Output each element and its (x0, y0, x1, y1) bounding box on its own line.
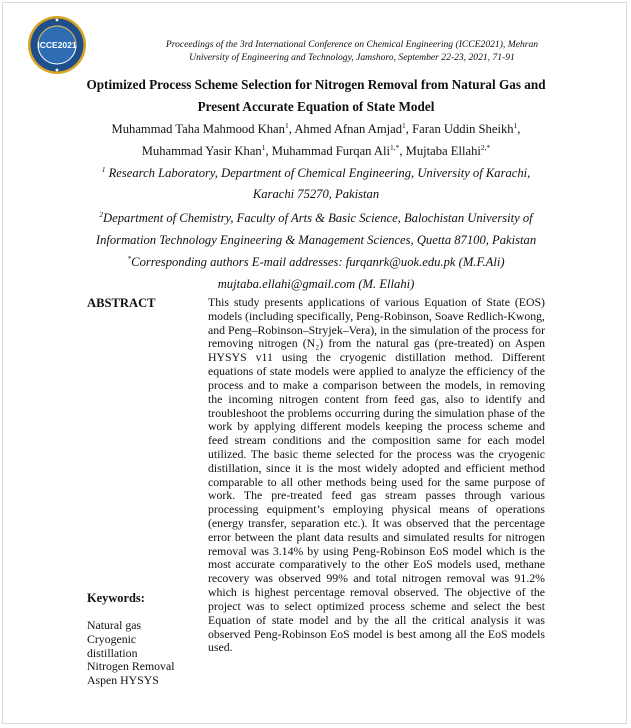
author-name: Faran Uddin Sheikh (412, 122, 514, 136)
proceedings-header-line-1: Proceedings of the 3rd International Conference on Chemical Engineering (ICCE2021), Mehran (165, 39, 539, 50)
affiliation-1-line-2: Karachi 75270, Pakistan (252, 187, 380, 201)
keywords-heading: Keywords: (87, 591, 145, 605)
affiliation-2-line-1: $^2$Department of Chemistry, Faculty of Arts & Basic Science, Balochistan University of (99, 209, 533, 225)
keywords-list (87, 619, 174, 688)
abstract-heading: ABSTRACT (87, 296, 156, 310)
keyword-item: Aspen HYSYS (87, 673, 159, 688)
author-name: Mujtaba Ellahi (405, 144, 481, 158)
paper-title-line-2: Present Accurate Equation of State Model (197, 99, 435, 114)
authors-line-2: Muhammad Yasir Khan$^1$, Muhammad Furqan Ali$^{1,*}$, Mujtaba Ellahi$^{2,*}$ (141, 142, 491, 158)
author-name: Ahmed Afnan Amjad (294, 122, 403, 136)
keyword-item: distillation (87, 645, 138, 660)
author-name: Muhammad Furqan Ali (271, 144, 390, 158)
authors-line-1: Muhammad Taha Mahmood Khan$^1$, Ahmed Afnan Amjad$^1$, Faran Uddin Sheikh$^1$, (111, 120, 521, 136)
abstract-text: This study presents applications of various Equation of State (EOS) models (including specifically, Peng-Robinson, Soave Redlich-Kwong, and Peng–Robinson–Stryjek–Vera), in the simulation of the process for removing nitrogen (N₂) from the natural gas (pre-treated) on Aspen HYSYS v11 using the cryogenic distillation method. Different equations of state models were applied to analyze the efficiency of the process and to make a comparison between the models, in removing the incoming nitrogen content from feed gas, also to identify and troubleshoot the problems occurring during the simulation phase of the work by applying different models keeping the process scheme and feed stream conditions and the composition same for each model utilized. The basic theme selected for the process was the cryogenic distillation, since it is the most widely adopted and efficient method comparable to all other methods being used for the same purpose of work. The pre-treated feed gas stream passes through various processing equipment’s employing physical means of operations (energy transfer, separation etc.). It was observed that the percentage error between the plant data results and simulated results for nitrogen removal was 3.14% by using Peng-Robinson EoS model which is the most accurate comparatively to the other EoS models used, methane recovery was observed 99% and total nitrogen removal was 91.2% which is highest percentage removal observed. The objective of the project was to select optimized process scheme and select the best Equation of state model and by the all the critical analysis it was observed Peng-Robinson EoS model is best among all the EoS models used. (208, 295, 545, 655)
affiliation-2-line-2: Information Technology Engineering & Management Sciences, Quetta 87100, Pakistan (95, 233, 537, 247)
corresponding-email-line-1: *Corresponding authors E-mail addresses: furqanrk@uok.edu.pk (M.F.Ali) (127, 253, 505, 269)
keyword-item: Natural gas (87, 618, 142, 632)
corresponding-email-line-2: mujtaba.ellahi@gmail.com (M. Ellahi) (217, 277, 415, 291)
affiliation-1-line-1: $^1$ Research Laboratory, Department of Chemical Engineering, University of Karachi, (101, 164, 531, 180)
logo-text: ICCE2021 (37, 40, 77, 50)
author-name: Muhammad Taha Mahmood Khan (111, 122, 285, 136)
keyword-item: Cryogenic (87, 631, 137, 646)
proceedings-header-line-2: University of Engineering and Technology, Jamshoro, September 22-23, 2021, 71-91 (189, 52, 515, 63)
author-name: Muhammad Yasir Khan (141, 144, 262, 158)
conference-logo-icon (26, 14, 88, 76)
paper-title-line-1: Optimized Process Scheme Selection for Nitrogen Removal from Natural Gas and (86, 77, 546, 92)
keyword-item: Nitrogen Removal (87, 659, 175, 674)
